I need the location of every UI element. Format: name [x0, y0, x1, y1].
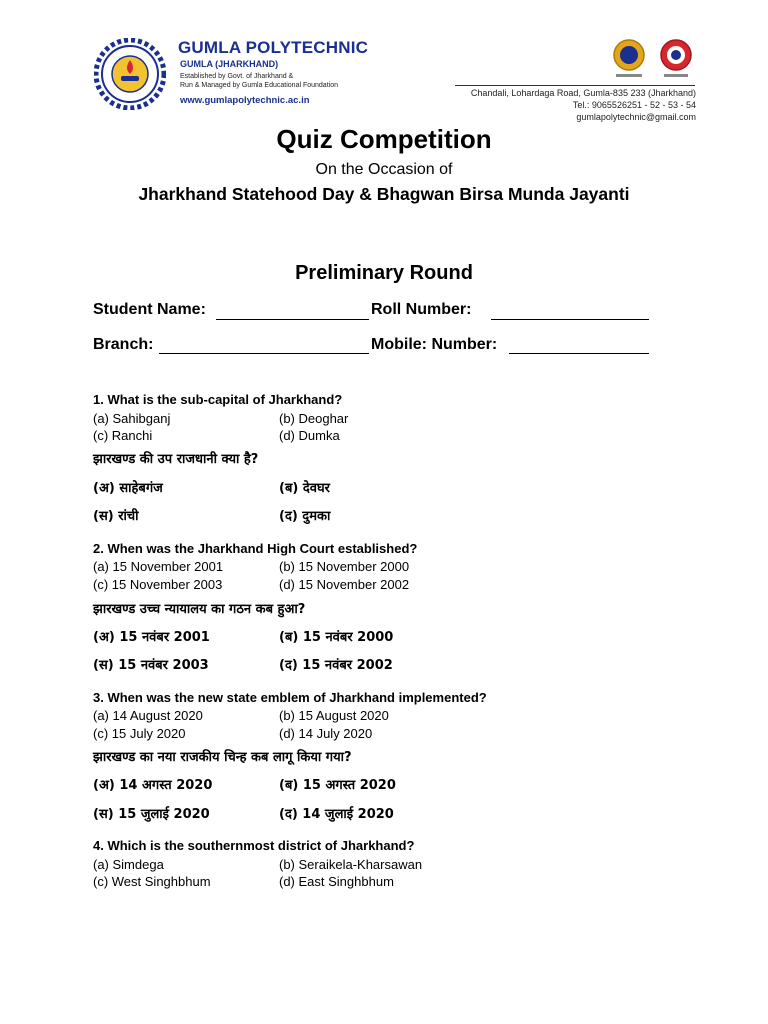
- q2-hindi-option-d: (द) 15 नवंबर 2002: [279, 658, 393, 673]
- q4-option-c: (c) West Singhbhum: [93, 874, 211, 889]
- q4-option-d: (d) East Singhbhum: [279, 874, 394, 889]
- occasion-text: On the Occasion of: [315, 161, 453, 178]
- q1-option-c: (c) Ranchi: [93, 428, 153, 443]
- header-divider: [455, 85, 695, 86]
- website-link[interactable]: www.gumlapolytechnic.ac.in: [180, 95, 310, 106]
- q3-hindi-option-d: (द) 14 जुलाई 2020: [279, 807, 394, 822]
- org-location: GUMLA (JHARKHAND): [180, 59, 279, 69]
- q1-hindi-option-c: (स) रांची: [93, 509, 139, 524]
- email: gumlapolytechnic@gmail.com: [576, 112, 696, 122]
- q3-option-b: (b) 15 August 2020: [279, 708, 389, 723]
- q3-option-a: (a) 14 August 2020: [93, 708, 203, 723]
- address: Chandali, Lohardaga Road, Gumla-835 233 (Jharkhand): [470, 88, 696, 98]
- event-title: Jharkhand Statehood Day & Bhagwan Birsa Munda Jayanti: [138, 184, 630, 204]
- org-established: [180, 72, 338, 90]
- branch-label: Branch:: [93, 336, 154, 353]
- student-name-label: Student Name:: [93, 301, 206, 318]
- phone: Tel.: 9065526251 - 52 - 53 - 54: [572, 100, 696, 110]
- q3-hindi-option-b: (ब) 15 अगस्त 2020: [279, 778, 396, 793]
- question-1-english: 1. What is the sub-capital of Jharkhand?: [93, 392, 343, 407]
- jut-affiliation-seal: [656, 38, 696, 82]
- mobile-number-blank[interactable]: [509, 353, 649, 354]
- q2-option-a: (a) 15 November 2001: [93, 559, 224, 574]
- org-name: GUMLA POLYTECHNIC: [178, 38, 369, 57]
- gumla-polytechnic-logo: [94, 38, 166, 110]
- student-name-blank[interactable]: [216, 319, 369, 320]
- q2-option-d: (d) 15 November 2002: [279, 577, 410, 592]
- page-title: Quiz Competition: [276, 124, 492, 154]
- roll-number-blank[interactable]: [491, 319, 649, 320]
- q2-hindi-option-b: (ब) 15 नवंबर 2000: [279, 630, 394, 645]
- q2-option-c: (c) 15 November 2003: [93, 577, 223, 592]
- established-line-2: Run & Managed by Gumla Educational Foundation: [180, 82, 338, 89]
- q2-hindi-option-c: (स) 15 नवंबर 2003: [93, 658, 209, 673]
- q1-option-d: (d) Dumka: [279, 428, 340, 443]
- question-4-english: 4. Which is the southernmost district of Jharkhand?: [93, 838, 415, 853]
- q3-hindi-option-a: (अ) 14 अगस्त 2020: [93, 778, 213, 793]
- mobile-number-label: Mobile: Number:: [371, 336, 498, 353]
- q4-option-b: (b) Seraikela-Kharsawan: [279, 857, 423, 872]
- q3-hindi-option-c: (स) 15 जुलाई 2020: [93, 807, 210, 822]
- q2-option-b: (b) 15 November 2000: [279, 559, 410, 574]
- q4-option-a: (a) Simdega: [93, 857, 164, 872]
- round-title: Preliminary Round: [295, 262, 473, 284]
- q2-hindi-option-a: (अ) 15 नवंबर 2001: [93, 630, 210, 645]
- q1-hindi-option-d: (द) दुमका: [279, 509, 331, 524]
- q1-hindi-option-a: (अ) साहेबगंज: [93, 481, 163, 496]
- q3-option-d: (d) 14 July 2020: [279, 726, 373, 741]
- aicte-approval-seal: [610, 38, 648, 82]
- branch-blank[interactable]: [159, 353, 369, 354]
- roll-number-label: Roll Number:: [371, 301, 472, 318]
- question-3-hindi: झारखण्ड का नया राजकीय चिन्ह कब लागू किया गया?: [93, 750, 352, 765]
- question-2-hindi: झारखण्ड उच्च न्यायालय का गठन कब हुआ?: [93, 602, 306, 617]
- question-2-english: 2. When was the Jharkhand High Court established?: [93, 541, 418, 556]
- q3-option-c: (c) 15 July 2020: [93, 726, 186, 741]
- q1-hindi-option-b: (ब) देवघर: [279, 481, 330, 496]
- q1-option-a: (a) Sahibganj: [93, 411, 171, 426]
- question-1-hindi: झारखण्ड की उप राजधानी क्या है?: [93, 452, 259, 467]
- established-line-1: Established by Govt. of Jharkhand &: [180, 73, 294, 80]
- question-3-english: 3. When was the new state emblem of Jharkhand implemented?: [93, 690, 487, 705]
- q1-option-b: (b) Deoghar: [279, 411, 349, 426]
